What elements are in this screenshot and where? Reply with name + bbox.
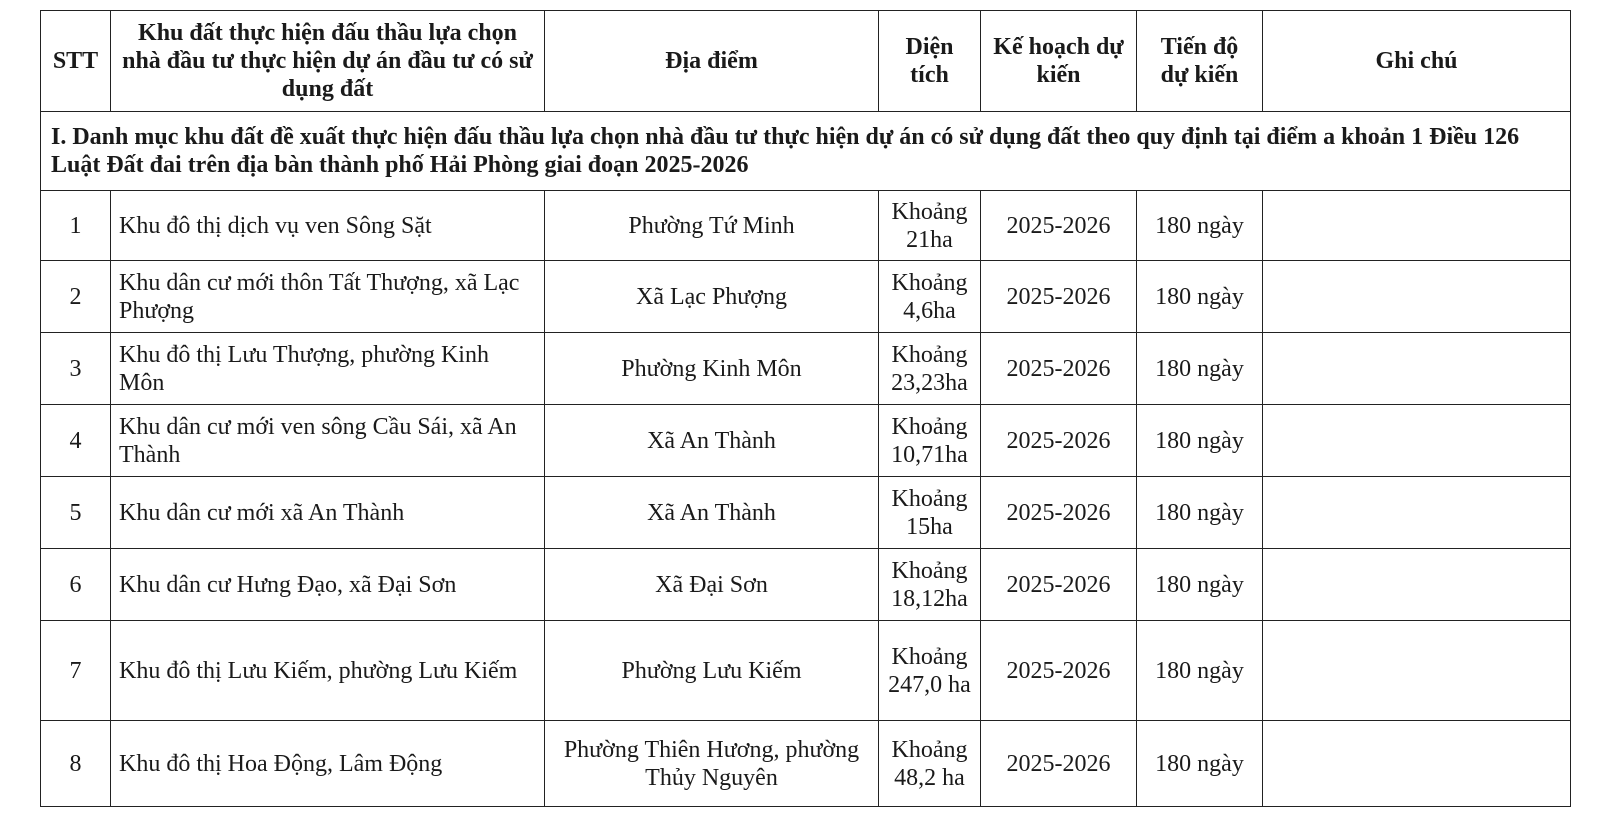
row-area: Khoảng 15ha [879, 477, 981, 549]
header-khu-dat: Khu đất thực hiện đấu thầu lựa chọn nhà đầu tư thực hiện dự án đầu tư có sử dụng đất [111, 11, 545, 112]
header-stt: STT [41, 11, 111, 112]
row-name: Khu dân cư mới ven sông Cầu Sái, xã An Thành [111, 405, 545, 477]
table-row [41, 405, 1571, 477]
row-note [1263, 191, 1571, 261]
row-plan: 2025-2026 [981, 333, 1137, 405]
row-area: Khoảng 21ha [879, 191, 981, 261]
row-location: Xã An Thành [545, 405, 879, 477]
section-row [41, 112, 1571, 191]
row-stt: 4 [41, 405, 111, 477]
row-plan: 2025-2026 [981, 721, 1137, 807]
row-area: Khoảng 18,12ha [879, 549, 981, 621]
row-location: Phường Tứ Minh [545, 191, 879, 261]
row-plan: 2025-2026 [981, 191, 1137, 261]
header-ghi-chu: Ghi chú [1263, 11, 1571, 112]
row-area: Khoảng 4,6ha [879, 261, 981, 333]
row-plan: 2025-2026 [981, 477, 1137, 549]
row-stt: 5 [41, 477, 111, 549]
table-row [41, 549, 1571, 621]
row-plan: 2025-2026 [981, 621, 1137, 721]
row-stt: 2 [41, 261, 111, 333]
row-progress: 180 ngày [1137, 333, 1263, 405]
row-progress: 180 ngày [1137, 721, 1263, 807]
row-name: Khu đô thị dịch vụ ven Sông Sặt [111, 191, 545, 261]
row-name: Khu đô thị Lưu Thượng, phường Kinh Môn [111, 333, 545, 405]
header-row [41, 11, 1571, 112]
table-row [41, 333, 1571, 405]
row-stt: 6 [41, 549, 111, 621]
header-dien-tich: Diện tích [879, 11, 981, 112]
row-location: Phường Lưu Kiếm [545, 621, 879, 721]
row-progress: 180 ngày [1137, 191, 1263, 261]
row-progress: 180 ngày [1137, 261, 1263, 333]
row-area: Khoảng 247,0 ha [879, 621, 981, 721]
section-title: I. Danh mục khu đất đề xuất thực hiện đấu thầu lựa chọn nhà đầu tư thực hiện dự án có sử dụng đất theo quy định tại điểm a khoản 1 Điều 126 Luật Đất đai trên địa bàn thành phố Hải Phòng giai đoạn 2025-2026 [41, 112, 1571, 191]
header-dia-diem: Địa điểm [545, 11, 879, 112]
row-stt: 1 [41, 191, 111, 261]
row-location: Phường Thiên Hương, phường Thủy Nguyên [545, 721, 879, 807]
row-stt: 8 [41, 721, 111, 807]
row-progress: 180 ngày [1137, 621, 1263, 721]
row-stt: 3 [41, 333, 111, 405]
row-location: Xã An Thành [545, 477, 879, 549]
row-name: Khu đô thị Hoa Động, Lâm Động [111, 721, 545, 807]
row-note [1263, 477, 1571, 549]
table-row [41, 621, 1571, 721]
row-note [1263, 721, 1571, 807]
row-progress: 180 ngày [1137, 477, 1263, 549]
row-name: Khu đô thị Lưu Kiếm, phường Lưu Kiếm [111, 621, 545, 721]
row-name: Khu dân cư mới thôn Tất Thượng, xã Lạc Phượng [111, 261, 545, 333]
row-progress: 180 ngày [1137, 549, 1263, 621]
row-progress: 180 ngày [1137, 405, 1263, 477]
row-plan: 2025-2026 [981, 261, 1137, 333]
table-row [41, 261, 1571, 333]
table-row [41, 191, 1571, 261]
row-note [1263, 261, 1571, 333]
header-tien-do: Tiến độ dự kiến [1137, 11, 1263, 112]
row-plan: 2025-2026 [981, 405, 1137, 477]
row-note [1263, 549, 1571, 621]
row-location: Xã Đại Sơn [545, 549, 879, 621]
row-note [1263, 405, 1571, 477]
row-name: Khu dân cư mới xã An Thành [111, 477, 545, 549]
row-stt: 7 [41, 621, 111, 721]
row-note [1263, 333, 1571, 405]
header-ke-hoach: Kế hoạch dự kiến [981, 11, 1137, 112]
row-location: Xã Lạc Phượng [545, 261, 879, 333]
land-list-table [40, 10, 1571, 807]
table-row [41, 721, 1571, 807]
row-plan: 2025-2026 [981, 549, 1137, 621]
row-area: Khoảng 23,23ha [879, 333, 981, 405]
row-area: Khoảng 48,2 ha [879, 721, 981, 807]
row-note [1263, 621, 1571, 721]
row-name: Khu dân cư Hưng Đạo, xã Đại Sơn [111, 549, 545, 621]
row-area: Khoảng 10,71ha [879, 405, 981, 477]
table-row [41, 477, 1571, 549]
row-location: Phường Kinh Môn [545, 333, 879, 405]
